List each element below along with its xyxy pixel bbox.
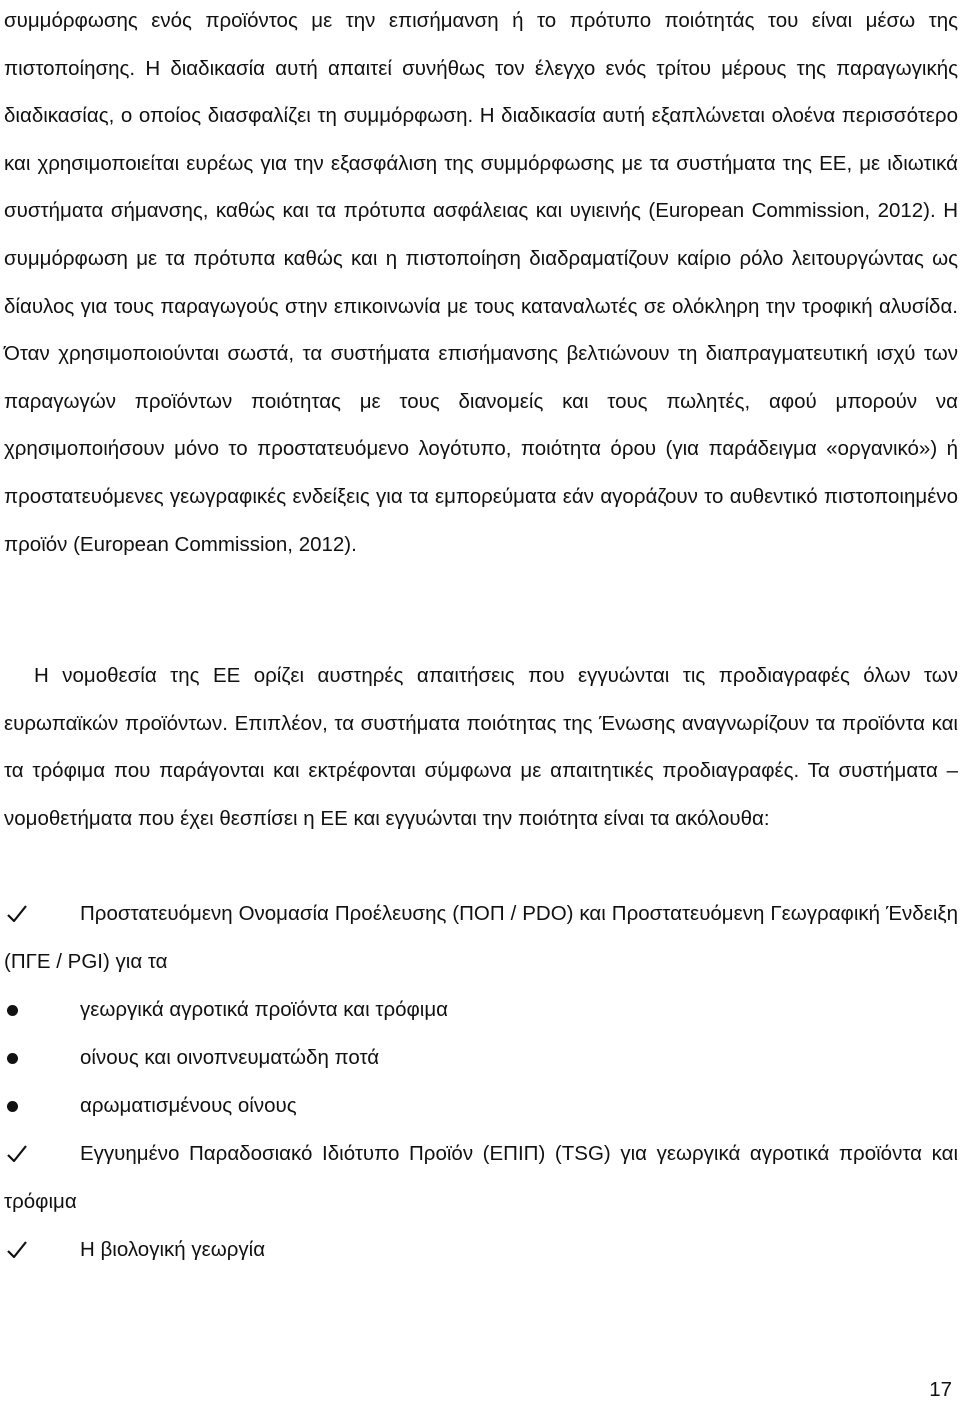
list-item [4,1082,958,1130]
list-item-text: Εγγυημένο Παραδοσιακό Ιδιότυπο Προϊόν (ΕΠΙΠ) (TSG) για γεωργικά αγροτικά προϊόντα και τρόφιμα [4,1142,958,1213]
list-item-text: οίνους και οινοπνευματώδη ποτά [80,1046,380,1069]
checkmark-icon [4,890,30,938]
checkmark-icon [4,1226,30,1274]
list-item-text: γεωργικά αγροτικά προϊόντα και τρόφιμα [80,998,449,1021]
bullet-icon [4,1034,30,1082]
list-item [4,890,958,985]
bullet-icon [4,1082,30,1130]
list-item-text: αρωματισμένους οίνους [80,1094,297,1117]
list-item [4,986,958,1034]
list-item-text: Η βιολογική γεωργία [80,1238,266,1261]
body-paragraph: συμμόρφωσης ενός προϊόντος με την επισήμανση ή το πρότυπο ποιότητάς του είναι μέσω της πιστοποίησης. Η διαδικασία αυτή απαιτεί συνήθως τον έλεγχο ενός τρίτου μέρους της παραγωγικής διαδικασίας, ο οποίος διασφαλίζει τη συμμόρφωση. Η διαδικασία αυτή εξαπλώνεται ολοένα περισσότερο και χρησιμοποιείται ευρέως για την εξασφάλιση της συμμόρφωσης με τα συστήματα της ΕΕ, με ιδιωτικά συστήματα σήμανσης, καθώς και τα πρότυπα ασφάλειας και υγιεινής (European Commission, 2012). Η συμμόρφωση με τα πρότυπα καθώς και η πιστοποίηση διαδραματίζουν καίριο ρόλο λειτουργώντας ως δίαυλος για τους παραγωγούς στην επικοινωνία με τους καταναλωτές σε ολόκληρη την τροφική αλυσίδα. Όταν χρησιμοποιούνται σωστά, τα συστήματα επισήμανσης βελτιώνουν τη διαπραγματευτική ισχύ των παραγωγών προϊόντων ποιότητας με τους διανομείς και τους πωλητές, αφού μπορούν να χρησιμοποιήσουν μόνο το προστατευόμενο λογότυπο, ποιότητα όρου (για παράδειγμα «οργανικό») ή προστατευόμενες γεωγραφικές ενδείξεις για τα εμπορεύματα εάν αγοράζουν το αυθεντικό πιστοποιημένο προϊόν (European Commission, 2012). [4,9,958,556]
list-item [4,1226,958,1274]
checkmark-icon [4,1130,30,1178]
document-page [4,0,958,1409]
list-item-text: Προστατευόμενη Ονομασία Προέλευσης (ΠΟΠ / PDO) και Προστατευόμενη Γεωγραφική Ένδειξη (ΠΓΕ / PGI) για τα [4,902,958,973]
page-number: 17 [929,1378,952,1401]
list-item [4,1130,958,1225]
list-item [4,1034,958,1082]
bullet-icon [4,986,30,1034]
body-paragraph: Η νομοθεσία της ΕΕ ορίζει αυστηρές απαιτήσεις που εγγυώνται τις προδιαγραφές όλων των ευρωπαϊκών προϊόντων. Επιπλέον, τα συστήματα ποιότητας της Ένωσης αναγνωρίζουν τα προϊόντα και τα τρόφιμα που παράγονται και εκτρέφονται σύμφωνα με απαιτητικές προδιαγραφές. Τα συστήματα – νομοθετήματα που έχει θεσπίσει η ΕΕ και εγγυώνται την ποιότητα είναι τα ακόλουθα: [4,664,958,830]
